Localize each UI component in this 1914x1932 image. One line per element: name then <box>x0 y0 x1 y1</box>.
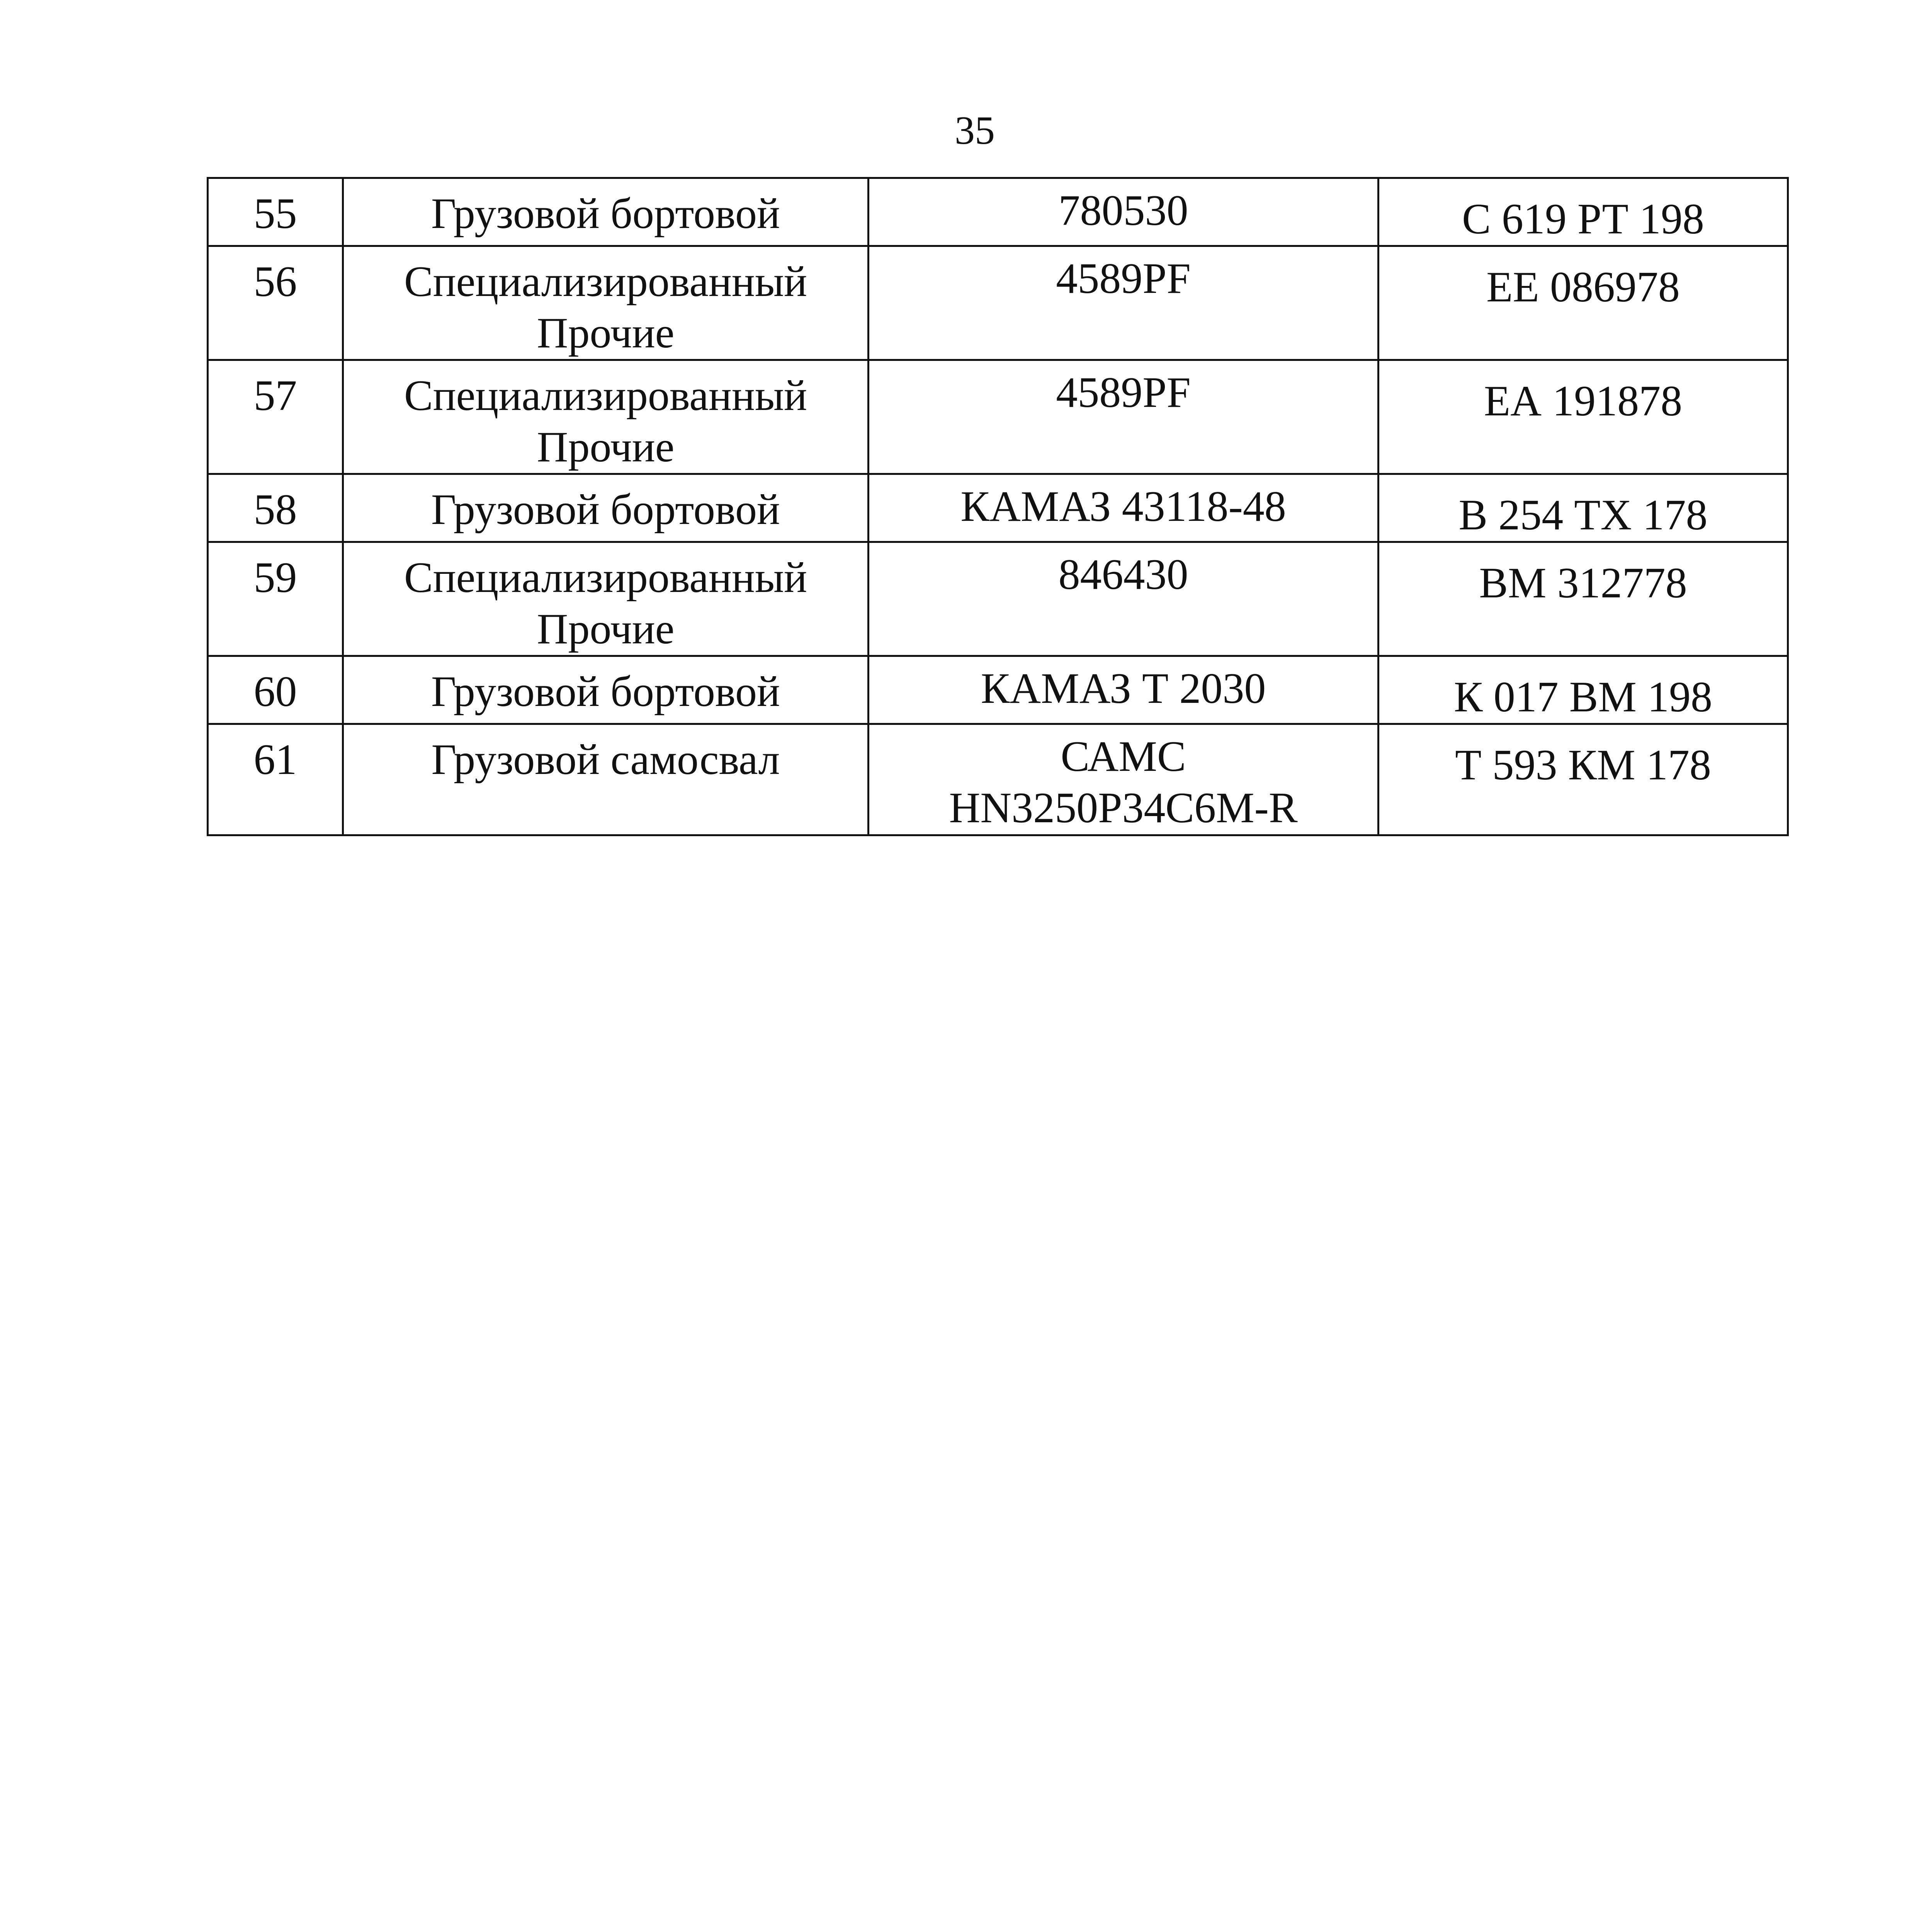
vehicle-type-cell: Грузовой бортовой <box>343 656 869 724</box>
license-plate-cell: ВМ 312778 <box>1379 542 1788 656</box>
row-number-cell: 56 <box>208 246 343 360</box>
row-number-cell: 59 <box>208 542 343 656</box>
vehicle-model-cell: КАМАЗ Т 2030 <box>869 656 1379 724</box>
license-plate-cell: ЕА 191878 <box>1379 360 1788 474</box>
row-number-cell: 61 <box>208 724 343 835</box>
vehicle-model-cell: 780530 <box>869 178 1379 246</box>
vehicle-type-cell: Грузовой самосвал <box>343 724 869 835</box>
table-row <box>208 542 1788 656</box>
vehicle-table <box>207 177 1789 836</box>
table-row <box>208 724 1788 835</box>
table-row <box>208 246 1788 360</box>
row-number-cell: 60 <box>208 656 343 724</box>
license-plate-cell: С 619 РТ 198 <box>1379 178 1788 246</box>
page-number: 35 <box>955 108 995 153</box>
vehicle-model-cell: 846430 <box>869 542 1379 656</box>
table-row <box>208 474 1788 542</box>
vehicle-type-cell: Специализированный Прочие <box>343 246 869 360</box>
row-number-cell: 57 <box>208 360 343 474</box>
vehicle-model-cell: 4589PF <box>869 360 1379 474</box>
license-plate-cell: К 017 ВМ 198 <box>1379 656 1788 724</box>
vehicle-type-cell: Специализированный Прочие <box>343 542 869 656</box>
table-row <box>208 656 1788 724</box>
vehicle-type-cell: Грузовой бортовой <box>343 178 869 246</box>
license-plate-cell: Т 593 КМ 178 <box>1379 724 1788 835</box>
table-row <box>208 178 1788 246</box>
table-row <box>208 360 1788 474</box>
row-number-cell: 55 <box>208 178 343 246</box>
vehicle-model-cell: 4589PF <box>869 246 1379 360</box>
row-number-cell: 58 <box>208 474 343 542</box>
vehicle-type-cell: Специализированный Прочие <box>343 360 869 474</box>
vehicle-model-cell: КАМАЗ 43118-48 <box>869 474 1379 542</box>
vehicle-type-cell: Грузовой бортовой <box>343 474 869 542</box>
vehicle-model-cell: САМС HN3250P34C6M-R <box>869 724 1379 835</box>
license-plate-cell: В 254 ТХ 178 <box>1379 474 1788 542</box>
license-plate-cell: ЕЕ 086978 <box>1379 246 1788 360</box>
